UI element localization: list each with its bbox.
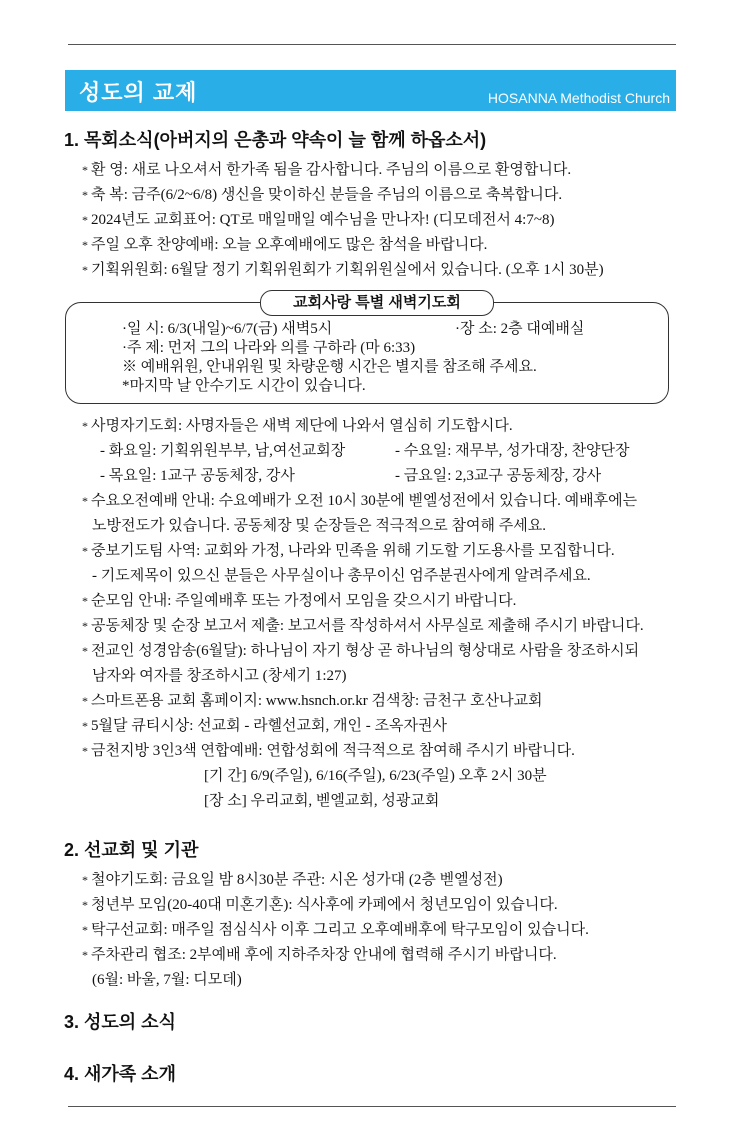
prayer-note1: ※ 예배위원, 안내위원 및 차량운행 시간은 별지를 참조해 주세요.: [122, 359, 537, 375]
list-item: * 주일 오후 찬양예배: 오늘 오후예배에도 많은 참석을 바랍니다.: [82, 233, 692, 258]
list-item: * 공동체장 및 순장 보고서 제출: 보고서를 작성하셔서 사무실로 제출해 주시기 바랍니다.: [82, 614, 692, 639]
list-item: * 금천지방 3인3색 연합예배: 연합성회에 적극적으로 참여해 주시기 바랍니다.: [82, 739, 692, 764]
list-item: * 전교인 성경암송(6월달): 하나님이 자기 형상 곧 하나님의 형상대로 사람을 창조하시되: [82, 639, 692, 664]
top-rule: [68, 44, 676, 45]
list-item: 노방전도가 있습니다. 공동체장 및 순장들은 적극적으로 참여해 주세요.: [92, 518, 546, 534]
list-item-left: - 목요일: 1교구 공동체장, 강사: [100, 468, 295, 484]
section4-heading: 4. 새가족 소개: [64, 1064, 176, 1084]
bottom-rule: [68, 1106, 676, 1107]
prayer-theme: ·주 제: 먼저 그의 나라와 의를 구하라 (마 6:33): [122, 340, 416, 356]
list-item: [기 간] 6/9(주일), 6/16(주일), 6/23(주일) 오후 2시 30분: [204, 768, 547, 784]
list-item-left: - 화요일: 기획위원부부, 남,여선교회장: [100, 443, 346, 459]
list-item: * 순모임 안내: 주일예배후 또는 가정에서 모임을 갖으시기 바랍니다.: [82, 589, 692, 614]
section3-heading: 3. 성도의 소식: [64, 1012, 176, 1032]
list-item: [82, 439, 692, 464]
list-item: * 청년부 모임(20-40대 미혼기혼): 식사후에 카페에서 청년모임이 있습니다.: [82, 893, 692, 918]
section2-list: [82, 868, 692, 993]
list-item: [82, 464, 692, 489]
prayer-date: ·일 시: 6/3(내일)~6/7(금) 새벽5시: [122, 321, 333, 337]
section1-heading: 1. 목회소식(아버지의 은총과 약속이 늘 함께 하옵소서): [64, 130, 487, 150]
list-item: * 스마트폰용 교회 홈페이지: www.hsnch.or.kr 검색창: 금천구 호산나교회: [82, 689, 692, 714]
prayer-note2: *마지막 날 안수기도 시간이 있습니다.: [122, 378, 366, 394]
list-item: * 기획위원회: 6월달 정기 기획위원회가 기획위원실에서 있습니다. (오후 1시 30분): [82, 258, 692, 283]
prayer-box-title: 교회사랑 특별 새벽기도회: [260, 290, 494, 316]
list-item: - 기도제목이 있으신 분들은 사무실이나 총무이신 엄주분권사에게 알려주세요.: [92, 568, 591, 584]
list-item: 남자와 여자를 창조하시고 (창세기 1:27): [92, 668, 347, 684]
list-item: [장 소] 우리교회, 벧엘교회, 성광교회: [204, 793, 440, 809]
list-item: (6월: 바울, 7월: 디모데): [92, 972, 242, 988]
list-item: * 사명자기도회: 사명자들은 새벽 제단에 나와서 열심히 기도합시다.: [82, 414, 692, 439]
prayer-place: ·장 소: 2층 대예배실: [455, 321, 585, 337]
list-item: * 철야기도회: 금요일 밤 8시30분 주관: 시온 성가대 (2층 벧엘성전): [82, 868, 692, 893]
list-item: * 주차관리 협조: 2부예배 후에 지하주차장 안내에 협력해 주시기 바랍니다.: [82, 943, 692, 968]
section1b-list: [82, 414, 692, 814]
banner-subtitle: HOSANNA Methodist Church: [487, 90, 670, 106]
list-item: * 중보기도팀 사역: 교회와 가정, 나라와 민족을 위해 기도할 기도용사를 모집합니다.: [82, 539, 692, 564]
list-item: * 2024년도 교회표어: QT로 매일매일 예수님을 만나자! (디모데전서 4:7~8): [82, 208, 692, 233]
list-item: * 탁구선교회: 매주일 점심식사 이후 그리고 오후예배후에 탁구모임이 있습니다.: [82, 918, 692, 943]
section-banner: [65, 70, 676, 111]
list-item: * 축 복: 금주(6/2~6/8) 생신을 맞이하신 분들을 주님의 이름으로 축복합니다.: [82, 183, 692, 208]
section2-heading: 2. 선교회 및 기관: [64, 840, 199, 860]
list-item: * 수요오전예배 안내: 수요예배가 오전 10시 30분에 벧엘성전에서 있습니다. 예배후에는: [82, 489, 692, 514]
prayer-box-content: [122, 320, 584, 396]
section1-list: [82, 158, 692, 283]
list-item-right: - 수요일: 재무부, 성가대장, 찬양단장: [395, 443, 630, 459]
list-item: * 5월달 큐티시상: 선교회 - 라헬선교회, 개인 - 조옥자권사: [82, 714, 692, 739]
list-item-right: - 금요일: 2,3교구 공동체장, 강사: [395, 468, 602, 484]
banner-title: 성도의 교제: [79, 80, 198, 105]
list-item: * 환 영: 새로 나오셔서 한가족 됨을 감사합니다. 주님의 이름으로 환영합니다.: [82, 158, 692, 183]
